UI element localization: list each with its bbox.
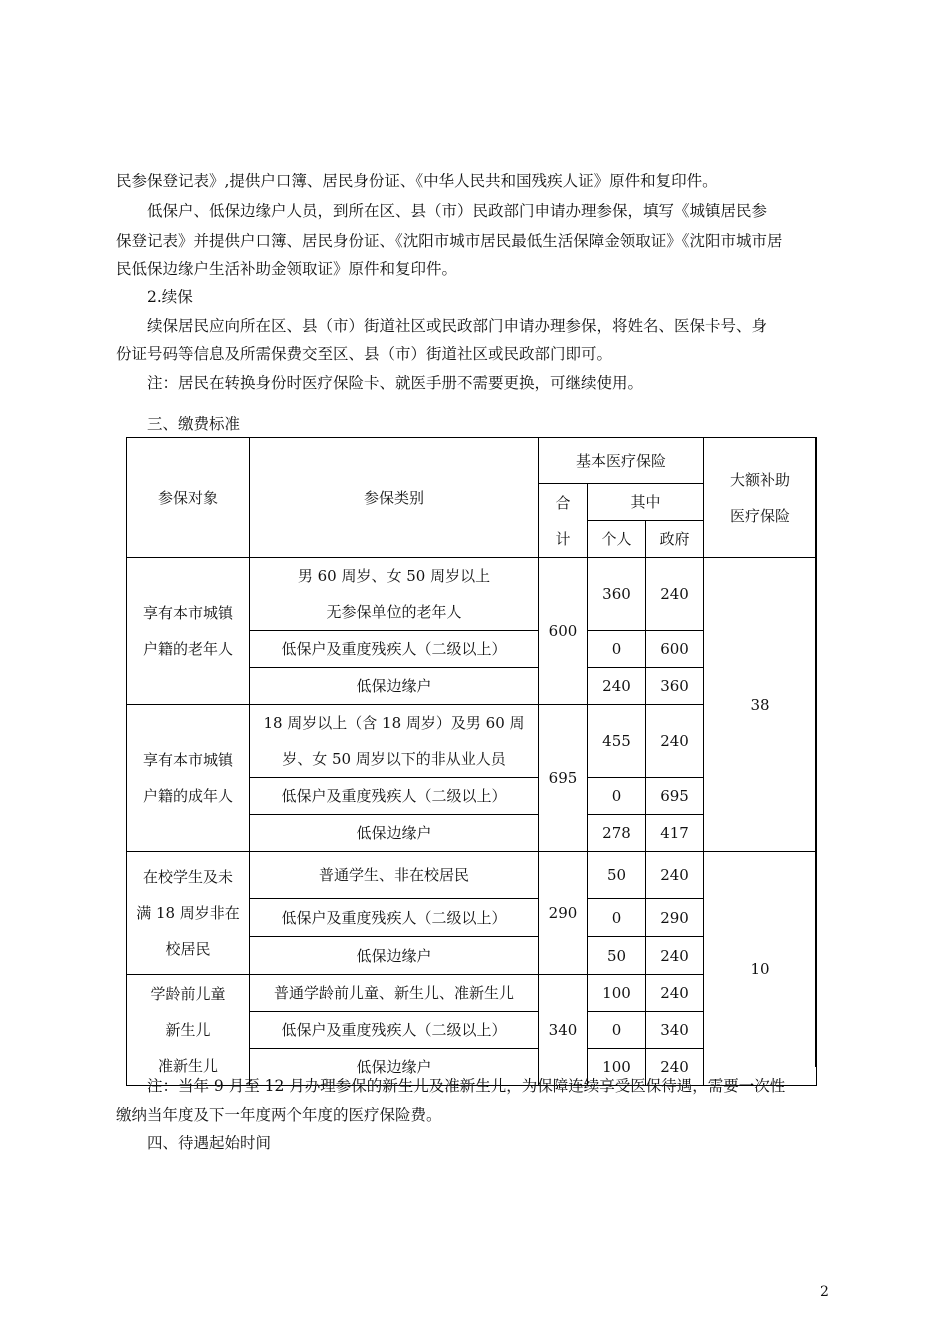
category-cell: 低保边缘户 xyxy=(250,1049,539,1086)
header-government: 政府 xyxy=(646,521,704,558)
header-basic-insurance: 基本医疗保险 xyxy=(539,438,704,484)
header-large-subsidy: 大额补助 医疗保险 xyxy=(704,438,817,558)
personal-cell: 100 xyxy=(588,1049,646,1086)
note-line: 注：当年 9 月至 12 月办理参保的新生儿及准新生儿，为保障连续享受医保待遇，需要一次性 xyxy=(147,1077,786,1095)
section-heading-fee: 三、缴费标准 xyxy=(147,415,241,433)
large-subsidy-cell: 38 xyxy=(704,558,817,852)
table-border-accent xyxy=(815,437,817,1067)
paragraph-line: 民低保边缘户生活补助金领取证》原件和复印件。 xyxy=(116,260,458,278)
category-cell: 男 60 周岁、女 50 周岁以上 无参保单位的老年人 xyxy=(250,558,539,631)
target-cell: 享有本市城镇 户籍的成年人 xyxy=(127,705,250,852)
personal-cell: 50 xyxy=(588,852,646,899)
category-cell: 普通学生、非在校居民 xyxy=(250,852,539,899)
paragraph-line: 低保户、低保边缘户人员，到所在区、县（市）民政部门申请办理参保，填写《城镇居民参 xyxy=(147,202,768,220)
government-cell: 240 xyxy=(646,1049,704,1086)
header-personal: 个人 xyxy=(588,521,646,558)
category-cell: 低保户及重度残疾人（二级以上） xyxy=(250,899,539,937)
table-header-row xyxy=(127,438,817,484)
personal-cell: 100 xyxy=(588,975,646,1012)
government-cell: 417 xyxy=(646,815,704,852)
government-cell: 240 xyxy=(646,975,704,1012)
personal-cell: 0 xyxy=(588,778,646,815)
table-row xyxy=(127,852,817,899)
government-cell: 240 xyxy=(646,705,704,778)
personal-cell: 360 xyxy=(588,558,646,631)
personal-cell: 0 xyxy=(588,631,646,668)
category-cell: 18 周岁以上（含 18 周岁）及男 60 周 岁、女 50 周岁以下的非从业人员 xyxy=(250,705,539,778)
header-category: 参保类别 xyxy=(250,438,539,558)
government-cell: 290 xyxy=(646,899,704,937)
government-cell: 240 xyxy=(646,937,704,975)
page-number: 2 xyxy=(820,1284,829,1300)
header-among: 其中 xyxy=(588,484,704,521)
category-cell: 低保边缘户 xyxy=(250,937,539,975)
government-cell: 240 xyxy=(646,852,704,899)
category-cell: 低保户及重度残疾人（二级以上） xyxy=(250,778,539,815)
large-subsidy-cell: 10 xyxy=(704,852,817,1086)
header-target: 参保对象 xyxy=(127,438,250,558)
category-cell: 低保户及重度残疾人（二级以上） xyxy=(250,631,539,668)
paragraph-line: 续保居民应向所在区、县（市）街道社区或民政部门申请办理参保，将姓名、医保卡号、身 xyxy=(147,317,768,335)
target-cell: 在校学生及未 满 18 周岁非在 校居民 xyxy=(127,852,250,975)
target-cell: 学龄前儿童 新生儿 准新生儿 xyxy=(127,975,250,1086)
category-cell: 低保边缘户 xyxy=(250,668,539,705)
personal-cell: 0 xyxy=(588,1012,646,1049)
total-cell: 600 xyxy=(539,558,588,705)
government-cell: 695 xyxy=(646,778,704,815)
personal-cell: 278 xyxy=(588,815,646,852)
government-cell: 600 xyxy=(646,631,704,668)
total-cell: 290 xyxy=(539,852,588,975)
government-cell: 360 xyxy=(646,668,704,705)
fee-standard-table xyxy=(126,437,817,1086)
note-line: 注：居民在转换身份时医疗保险卡、就医手册不需要更换，可继续使用。 xyxy=(147,374,644,392)
government-cell: 340 xyxy=(646,1012,704,1049)
table-row xyxy=(127,558,817,631)
section-heading-renewal: 2.续保 xyxy=(147,288,193,306)
paragraph-line: 份证号码等信息及所需保费交至区、县（市）街道社区或民政部门即可。 xyxy=(116,345,613,363)
category-cell: 普通学龄前儿童、新生儿、准新生儿 xyxy=(250,975,539,1012)
target-cell: 享有本市城镇 户籍的老年人 xyxy=(127,558,250,705)
personal-cell: 455 xyxy=(588,705,646,778)
total-cell: 695 xyxy=(539,705,588,852)
section-heading-start-time: 四、待遇起始时间 xyxy=(147,1134,272,1152)
note-line: 缴纳当年度及下一年度两个年度的医疗保险费。 xyxy=(116,1106,442,1124)
category-cell: 低保边缘户 xyxy=(250,815,539,852)
government-cell: 240 xyxy=(646,558,704,631)
personal-cell: 240 xyxy=(588,668,646,705)
header-total: 合 计 xyxy=(539,484,588,558)
personal-cell: 50 xyxy=(588,937,646,975)
total-cell: 340 xyxy=(539,975,588,1086)
paragraph-line: 民参保登记表》,提供户口簿、居民身份证、《中华人民共和国残疾人证》原件和复印件。 xyxy=(116,172,718,190)
paragraph-line: 保登记表》并提供户口簿、居民身份证、《沈阳市城市居民最低生活保障金领取证》《沈阳市城市居 xyxy=(116,232,783,250)
category-cell: 低保户及重度残疾人（二级以上） xyxy=(250,1012,539,1049)
personal-cell: 0 xyxy=(588,899,646,937)
